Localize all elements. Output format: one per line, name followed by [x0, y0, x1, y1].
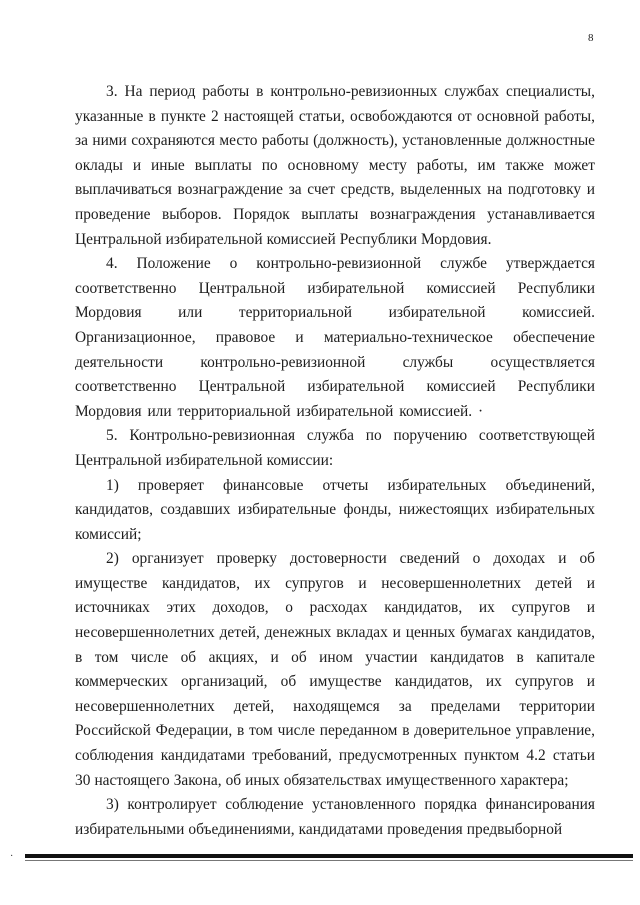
list-item-2: 2) организует проверку достоверности сведений о доходах и об имуществе кандидатов, их супругов и несовершеннолетних детей и источниках этих доходов, о расходах кандидатов, их супругов и несовершеннолетних детей, денежных вкладах и ценных бумагах кандидатов, в том числе об акциях, и об ином участии кандидатов в капитале коммерческих организаций, об имуществе кандидатов, их супругов и несовершеннолетних детей, находящемся за пределами территории Российской Федерации, в том числе переданном в доверительное управление, соблюдения кандидатами требований, предусмотренных пунктом 4.2 статьи 30 настоящего Закона, об иных обязательствах имущественного характера;	[75, 550, 595, 789]
paragraph-3: 3. На период работы в контрольно-ревизионных службах специалисты, указанные в пункте 2 настоящей статьи, освобождаются от основной работы, за ними сохраняются место работы (должность), установленные должностные оклады и иные выплаты по основному месту работы, им также может выплачиваться вознаграждение за счет средств, выделенных на подготовку и проведение выборов. Порядок выплаты вознаграждения устанавливается Центральной избирательной комиссией Республики Мордовия.	[75, 83, 595, 248]
page-number: 8	[588, 32, 594, 44]
bottom-border-thin	[25, 860, 633, 861]
document-body	[75, 80, 595, 842]
paragraph-4: 4. Положение о контрольно-ревизионной службе утверждается соответственно Центральной избирательной комиссией Республики Мордовия или территориальной избирательной комиссией. Организационное, правовое и материально-техническое обеспечение деятельности контрольно-ревизионной службы осуществляется соответственно Центральной избирательной комиссией Республики Мордовия или территориальной избирательной комиссией. ·	[75, 255, 595, 420]
bottom-border-thick	[25, 854, 633, 858]
paragraph-5: 5. Контрольно-ревизионная служба по поручению соответствующей Центральной избирательной комиссии:	[75, 427, 595, 469]
list-item-1: 1) проверяет финансовые отчеты избирательных объединений, кандидатов, создавших избирательные фонды, нижестоящих избирательных комиссий;	[75, 476, 595, 543]
scan-mark: ·	[10, 851, 14, 862]
list-item-3: 3) контролирует соблюдение установленного порядка финансирования избирательными объединениями, кандидатами проведения предвыборной	[75, 796, 595, 838]
